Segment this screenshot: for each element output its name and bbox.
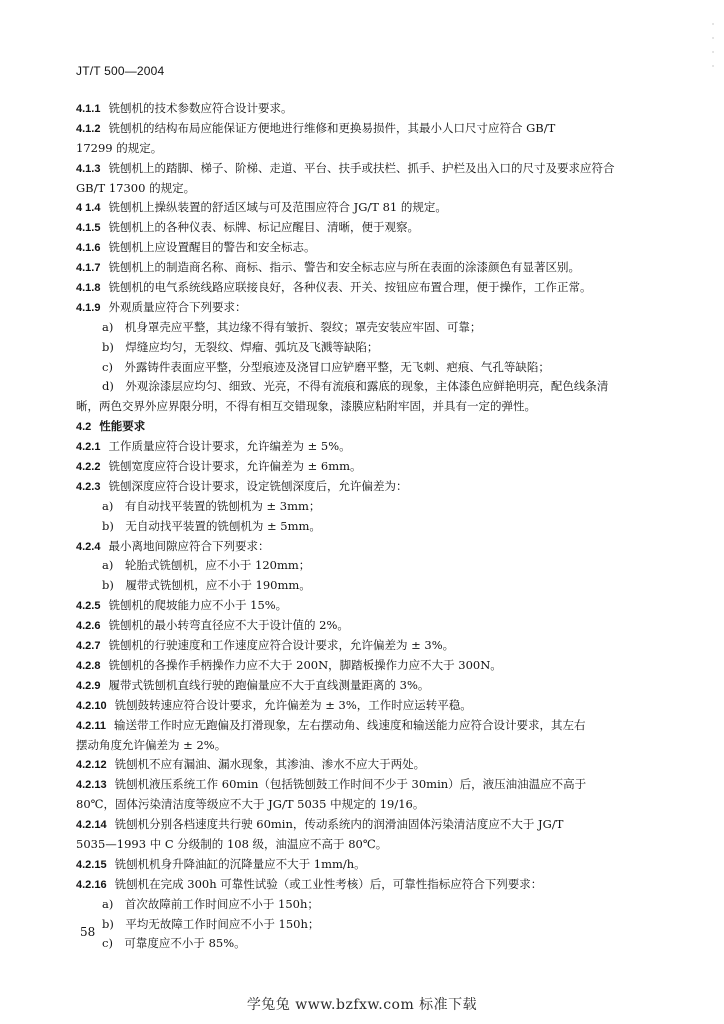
clause-line — [76, 716, 654, 736]
clause-line — [76, 755, 654, 775]
list-item: a) 首次故障前工作时间应不小于 150h； — [102, 896, 319, 911]
clause-line — [76, 477, 654, 497]
clause-text: 铣刨机的技术参数应符合设计要求。 — [108, 101, 293, 115]
clause-text: 性能要求 — [99, 419, 146, 434]
clause-number: 4.2.15 — [76, 858, 107, 871]
list-item: a) 有自动找平装置的铣刨机为 ± 3mm； — [102, 498, 321, 513]
clause-line — [76, 855, 654, 875]
clause-number: 4.2.9 — [76, 679, 101, 692]
clause-line — [76, 537, 654, 557]
list-item: a) 轮胎式铣刨机，应不小于 120mm； — [102, 558, 311, 573]
clause-number: 4.2.12 — [76, 759, 107, 772]
clause-number: 4.2.3 — [76, 480, 101, 493]
clause-number: 4.2.13 — [76, 779, 107, 792]
clause-number: 4.2.4 — [76, 540, 101, 553]
clause-text: 铣刨机的最小转弯直径应不大于设计值的 2%。 — [108, 618, 349, 633]
list-item: b) 焊缝应均匀，无裂纹、焊瘤、弧坑及飞溅等缺陷； — [102, 339, 379, 354]
clause-line — [76, 656, 654, 676]
watermark-footer: 学兔兔 www.bzfxw.com 标准下载 — [246, 997, 478, 1013]
list-item: c) 外露铸件表面应平整，分型痕迹及浇冒口应铲磨平整，无飞刺、疤痕、气孔等缺陷； — [102, 359, 550, 374]
clause-line — [76, 437, 654, 457]
list-item: b) 无自动找平装置的铣刨机为 ± 5mm。 — [102, 518, 321, 533]
clause-number: 4.1.7 — [76, 262, 101, 275]
clause-number: 4.1.2 — [76, 122, 101, 135]
clause-line — [76, 218, 654, 238]
page-number: 58 — [80, 925, 96, 939]
clause-number: 4.2.2 — [76, 461, 101, 474]
clause-line — [76, 258, 654, 278]
clause-line — [76, 676, 654, 696]
clause-text: 最小离地间隙应符合下列要求： — [108, 538, 270, 553]
clause-number: 4.2.11 — [76, 719, 106, 732]
clause-text: 铣刨机的行驶速度和工作速度应符合设计要求，允许偏差为 ± 3%。 — [108, 638, 455, 653]
clause-text: 铣刨机在完成 300h 可靠性试验（或工业性考核）后，可靠性指标应符合下列要求： — [114, 876, 543, 891]
clause-line — [76, 696, 654, 716]
clause-text: 铣刨机上的踏脚、梯子、阶梯、走道、平台、扶手或扶栏、抓手、护栏及出入口的尺寸及要求应符合 — [108, 160, 615, 175]
clause-number: 4.1.3 — [76, 162, 101, 175]
clause-number: 4.1.5 — [76, 222, 101, 235]
clause-line — [76, 596, 654, 616]
clause-line — [76, 119, 654, 139]
clause-number: 4.1.1 — [76, 103, 101, 115]
clause-line — [76, 636, 654, 656]
clause-number: 4.1.8 — [76, 282, 101, 295]
continuation-line: 摆动角度允许偏差为 ± 2%。 — [76, 737, 227, 752]
list-item: d) 外观涂漆层应均匀、细致、光亮，不得有流痕和露底的现象，主体漆色应鲜艳明亮，配色线条清 — [102, 379, 609, 394]
clause-line — [76, 198, 654, 218]
clause-number: 4.2.7 — [76, 640, 101, 653]
continuation-line: 17299 的规定。 — [76, 140, 163, 155]
continuation-line: 80℃，固体污染清洁度等级应不大于 JG/T 5035 中规定的 19/16。 — [76, 797, 425, 812]
clause-text: 铣刨深度应符合设计要求，设定铣刨深度后，允许偏差为： — [108, 478, 408, 493]
clause-number: 4.2.1 — [76, 441, 101, 454]
clause-number: 4.2.6 — [76, 620, 101, 633]
clause-number: 4.2.5 — [76, 600, 101, 613]
clause-line — [76, 99, 654, 119]
continuation-line: 晰，两色交界外应界限分明，不得有相互交错现象，漆膜应粘附牢固，并具有一定的弹性。 — [76, 399, 536, 414]
list-item: b) 平均无故障工作时间应不小于 150h； — [102, 916, 320, 931]
clause-number: 4.1.9 — [76, 301, 101, 314]
clause-line — [76, 159, 654, 179]
clause-text: 工作质量应符合设计要求，允许编差为 ± 5%。 — [108, 439, 351, 454]
list-item: a) 机身罩壳应平整，其边缘不得有皱折、裂纹；罩壳安装应牢固、可靠； — [102, 319, 482, 334]
clause-text: 铣刨机的结构布局应能保证方便地进行维修和更换易损件，其最小人口尺寸应符合 GB/T — [108, 120, 556, 135]
clause-text: 铣刨机机身升降油缸的沉降量应不大于 1mm/h。 — [114, 856, 366, 871]
clause-line — [76, 298, 654, 318]
clause-text: 铣刨机分别各档速度共行驶 60min，传动系统内的润滑油固体污染清洁度应不大于 JG/T — [114, 817, 564, 832]
clause-line — [76, 278, 654, 298]
clause-text: 铣刨机上应设置醒目的警告和安全标志。 — [108, 240, 316, 255]
body-text — [76, 99, 654, 954]
clause-text: 外观质量应符合下列要求： — [108, 299, 247, 314]
clause-text: 铣刨宽度应符合设计要求，允许偏差为 ± 6mm。 — [108, 459, 362, 474]
clause-line — [76, 238, 654, 258]
clause-text: 铣刨机不应有漏油、漏水现象，其渗油、渗水不应大于两处。 — [114, 757, 426, 772]
clause-number: 4 1.4 — [76, 202, 101, 215]
clause-number: 4.1.6 — [76, 242, 101, 255]
clause-text: 铣刨机的各操作手柄操作力应不大于 200N，脚踏板操作力应不大于 300N。 — [108, 657, 502, 672]
list-item: c) 可靠度应不小于 85%。 — [102, 936, 246, 951]
list-item: b) 履带式铣刨机，应不小于 190mm。 — [102, 578, 311, 593]
running-header: JT/T 500—2004 — [76, 64, 165, 78]
clause-line — [76, 815, 654, 835]
clause-number: 4.2.10 — [76, 699, 107, 712]
clause-text: 铣刨机的电气系统线路应联接良好，各种仪表、开关、按钮应布置合理，便于操作，工作正常。 — [108, 280, 592, 295]
continuation-line: GB/T 17300 的规定。 — [76, 180, 196, 195]
section-heading — [76, 417, 654, 437]
clause-text: 履带式铣刨机直线行驶的跑偏量应不大于直线测量距离的 3%。 — [108, 677, 430, 692]
clause-line — [76, 457, 654, 477]
clause-text: 铣刨机的爬坡能力应不小于 15%。 — [108, 598, 288, 613]
clause-text: 铣刨机液压系统工作 60min（包括铣刨鼓工作时间不少于 30min）后，液压油油温应不高于 — [114, 777, 587, 792]
clause-text: 铣刨机上的制造商名称、商标、指示、警告和安全标志应与所在表面的涂漆颜色有显著区别。 — [108, 260, 580, 275]
clause-text: 铣刨鼓转速应符合设计要求，允许偏差为 ± 3%，工作时应运转平稳。 — [114, 697, 472, 712]
clause-number: 4.2 — [76, 421, 92, 434]
clause-number: 4.2.8 — [76, 659, 101, 672]
clause-number: 4.2.14 — [76, 819, 107, 832]
clause-text: 铣刨机上操纵装置的舒适区域与可及范围应符合 JG/T 81 的规定。 — [108, 200, 447, 215]
clause-line — [76, 616, 654, 636]
clause-text: 输送带工作时应无跑偏及打滑现象，左右摆动角、线速度和输送能力应符合设计要求，其左右 — [113, 717, 586, 732]
continuation-line: 5035—1993 中 C 分级制的 108 级，油温应不高于 80℃。 — [76, 836, 388, 851]
clause-number: 4.2.16 — [76, 878, 107, 891]
clause-line — [76, 875, 654, 895]
scan-edge-marks: · · · · — [711, 20, 715, 71]
clause-text: 铣刨机上的各种仪表、标牌、标记应醒目、清晰，便于观察。 — [108, 220, 419, 235]
clause-line — [76, 775, 654, 795]
